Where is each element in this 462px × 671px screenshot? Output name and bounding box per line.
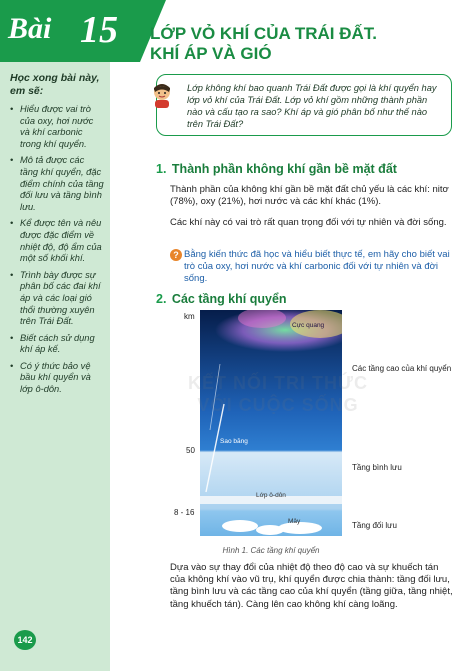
- axis-tick-50: 50: [186, 446, 195, 455]
- axis-unit-label: km: [184, 312, 195, 321]
- figure-caption: Hình 1. Các tầng khí quyển: [222, 546, 320, 555]
- lesson-title-line1: LỚP VỎ KHÍ CỦA TRÁI ĐẤT.: [150, 24, 378, 43]
- cloud: [222, 520, 258, 532]
- lesson-number: 15: [80, 9, 118, 51]
- intro-box: Lớp không khí bao quanh Trái Đất được gọi là khí quyển hay lớp vỏ khí của Trái Đất. Lớp vỏ khí gồm những thành phần nào và cấu tạo ra sao? Khí áp và gió phân bố như thế nào trên Trái Đất?: [156, 74, 452, 136]
- section2-para: Dựa vào sự thay đổi của nhiệt độ theo độ cao và sự khuếch tán của không khí vào vũ trụ, khí quyển được chia thành: tầng đối lưu, tầng bình lưu và các tầng cao của khí quyển (tầng giữa, tầng nhiệt, tầng khuếch tán). Càng lên cao không khí càng loãng.: [170, 562, 453, 610]
- objectives-sidebar: [0, 62, 110, 671]
- student-icon: [150, 82, 174, 108]
- lesson-title-line2: KHÍ ÁP VÀ GIÓ: [150, 44, 272, 63]
- section1-title: Thành phần không khí gần bề mặt đất: [171, 162, 397, 176]
- objective-item: • Có ý thức bảo vệ bầu khí quyển và lớp ô-dôn.: [10, 361, 104, 396]
- layer-strato-label: Tầng bình lưu: [352, 463, 402, 472]
- watermark: [178, 372, 378, 416]
- section2-heading: [156, 292, 287, 306]
- layer-upper-label: Các tầng cao của khí quyển: [352, 364, 452, 373]
- layer-tropo-label: Tầng đối lưu: [352, 521, 397, 530]
- objectives-list: [10, 104, 104, 396]
- meteor-label: Sao băng: [220, 438, 248, 445]
- watermark-line2: VỚI CUỘC SỐNG: [197, 395, 359, 415]
- atmosphere-illustration: [200, 310, 342, 536]
- objective-item: • Trình bày được sự phân bố các đai khí áp và các loại gió thổi thường xuyên trên Trái Đất.: [10, 270, 104, 328]
- section2-title: Các tầng khí quyển: [171, 292, 287, 306]
- section1-heading: [156, 162, 397, 176]
- lesson-word: Bài: [8, 12, 52, 45]
- page-number: 142: [14, 630, 36, 650]
- axis-tick-8-16: 8 - 16: [174, 508, 195, 517]
- objective-item: • Hiểu được vai trò của oxy, hơi nước và khí carbonic trong khí quyển.: [10, 104, 104, 150]
- atmosphere-figure: [200, 310, 342, 536]
- objective-item: • Kể được tên và nêu được đặc điểm về nhiệt độ, độ ẩm của một số khối khí.: [10, 218, 104, 264]
- section2-number: 2.: [156, 292, 167, 306]
- watermark-line1: KẾT NỐI TRI THỨC: [188, 373, 368, 393]
- section1-para2: Các khí này có vai trò rất quan trọng đối với tự nhiên và đời sống.: [170, 217, 447, 228]
- section1-para1: Thành phần của không khí gần bề mặt đất chủ yếu là các khí: nitơ (78%), oxy (21%), hơi nước và các khí khác (1%).: [170, 184, 449, 208]
- lesson-title: [150, 24, 450, 64]
- question-icon: ?: [170, 249, 182, 261]
- aurora-label: Cực quang: [292, 322, 325, 329]
- objective-item: • Mô tả được các tầng khí quyển, đặc điểm chính của tầng đối lưu và tầng bình lưu.: [10, 155, 104, 213]
- question-text: Bằng kiến thức đã học và hiểu biết thực tế, em hãy cho biết vai trò của oxy, hơi nước và khí carbonic đối với tự nhiên và đời sống.: [184, 249, 450, 285]
- objective-item: • Biết cách sử dụng khí áp kế.: [10, 333, 104, 356]
- lesson-banner: [0, 0, 140, 62]
- section1-number: 1.: [156, 162, 167, 176]
- clouds-label: Mây: [288, 518, 301, 525]
- objectives-heading: Học xong bài này, em sẽ:: [10, 72, 100, 97]
- ozone-label: Lớp ô-dôn: [256, 492, 286, 499]
